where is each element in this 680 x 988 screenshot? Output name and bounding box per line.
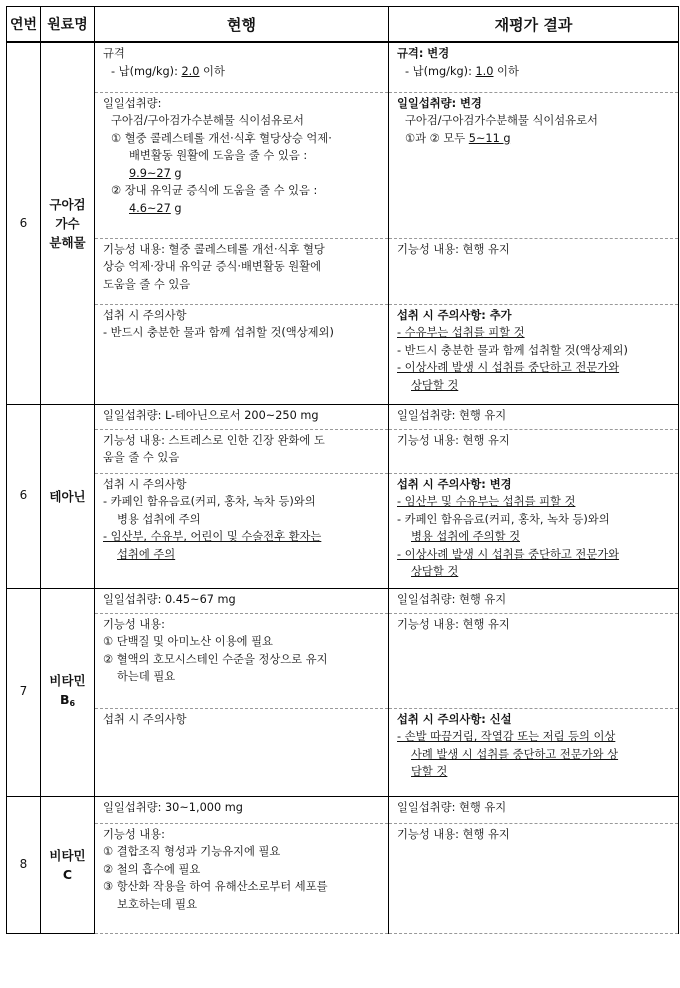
table-row: [7, 404, 679, 429]
ingredient-name: [41, 796, 95, 933]
caution-line: - 임산부, 수유부, 어린이 및 수술전후 환자는: [103, 530, 322, 543]
caution-line: - 수유부는 섭취를 피할 것: [397, 326, 525, 339]
table-header-row: [7, 7, 679, 43]
function-line: 움을 줄 수 있음: [103, 451, 180, 464]
table-row: [7, 588, 679, 613]
current-caution-cell: [95, 304, 389, 404]
spec-value: 1.0: [475, 64, 494, 78]
caution-line: - 카페인 함유음료(커피, 홍차, 녹차 등)와의: [103, 495, 316, 508]
result-intake-cell: [389, 92, 679, 238]
ingredient-name-line: 비타민: [49, 673, 86, 688]
spec-unit: 이하: [199, 64, 225, 78]
caution-text: 병용 섭취에 주의할 것: [411, 530, 520, 543]
header-number: 연번: [7, 7, 41, 43]
caution-title: 섭취 시 주의사항: [103, 477, 187, 491]
intake-line: ① 혈중 콜레스테롤 개선·식후 혈당상승 억제·: [111, 131, 332, 145]
table-row: [7, 823, 679, 933]
caution-line: - 손발 따끔거림, 작열감 또는 저림 등의 이상: [397, 730, 616, 743]
intake-line: 구아검/구아검가수분해물 식이섬유로서: [405, 114, 598, 127]
function-line: ② 혈액의 호모시스테인 수준을 정상으로 유지: [103, 652, 328, 666]
function-line: ① 단백질 및 아미노산 이용에 필요: [103, 635, 273, 648]
intake-line: [103, 200, 383, 218]
result-intake-cell: 일일섭취량: 현행 유지: [389, 588, 679, 613]
intake-title: 일일섭취량: 변경: [397, 96, 482, 110]
result-function-cell: 기능성 내용: 현행 유지: [389, 613, 679, 708]
caution-line: - 카페인 함유음료(커피, 홍차, 녹차 등)와의: [397, 512, 610, 526]
table-row: [7, 238, 679, 304]
caution-line: 섭취에 주의: [117, 547, 176, 561]
header-result: 재평가 결과: [389, 7, 679, 43]
function-line: 하는데 필요: [117, 670, 176, 683]
caution-title: 섭취 시 주의사항: 추가: [397, 308, 512, 322]
intake-text: ①과 ② 모두: [405, 131, 469, 145]
intake-line: [103, 165, 383, 183]
current-intake-cell: 일일섭취량: 30~1,000 mg: [95, 796, 389, 823]
intake-unit: g: [170, 166, 182, 180]
function-line: 상승 억제·장내 유익균 증식·배변활동 원활에: [103, 260, 321, 273]
spec-value: 2.0: [181, 64, 200, 78]
caution-line: 병용 섭취에 주의: [117, 512, 201, 526]
intake-line: 배변활동 원활에 도움을 줄 수 있음 :: [129, 149, 308, 162]
ingredient-name-line: 분해물: [49, 234, 86, 250]
current-function-cell: [95, 238, 389, 304]
result-function-cell: 기능성 내용: 현행 유지: [389, 238, 679, 304]
header-current: 현행: [95, 7, 389, 43]
ingredient-name-line: 구아검: [49, 196, 86, 212]
spec-unit: 이하: [493, 64, 519, 78]
spec-label: - 납(mg/kg):: [405, 64, 476, 78]
function-line: ③ 항산화 작용을 하여 유해산소로부터 세포를: [103, 880, 328, 893]
caution-line: - 임산부 및 수유부는 섭취를 피할 것: [397, 495, 576, 508]
spec-lead-limit: [397, 63, 673, 81]
spec-title: 규격: 변경: [397, 47, 450, 60]
spec-lead-limit: [103, 63, 383, 81]
function-line: 기능성 내용: 혈중 콜레스테롤 개선·식후 혈당: [103, 242, 325, 256]
caution-title: 섭취 시 주의사항: 변경: [397, 477, 512, 491]
ingredient-name-line: C: [62, 866, 73, 882]
function-line: 도움을 줄 수 있음: [103, 277, 191, 291]
caution-title: 섭취 시 주의사항: [103, 308, 187, 322]
intake-line: [397, 130, 673, 148]
current-spec-cell: [95, 42, 389, 92]
table-row: [7, 473, 679, 588]
ingredient-name-base: B: [59, 692, 70, 707]
result-intake-cell: 일일섭취량: 현행 유지: [389, 404, 679, 429]
intake-range: 9.9~27: [129, 166, 171, 180]
table-row: [7, 304, 679, 404]
reevaluation-table: [6, 6, 679, 934]
function-line: 기능성 내용: 스트레스로 인한 긴장 완화에 도: [103, 433, 325, 447]
table-row: [7, 42, 679, 92]
function-line: 기능성 내용:: [103, 827, 165, 841]
caution-title: 섭취 시 주의사항: 신설: [397, 712, 512, 726]
ingredient-name: 테아닌: [41, 404, 95, 588]
ingredient-name-line: [41, 690, 94, 713]
caution-line: - 반드시 충분한 물과 함께 섭취할 것(액상제외): [103, 326, 334, 339]
ingredient-name-line: 비타민: [49, 847, 86, 863]
header-ingredient: 원료명: [41, 7, 95, 43]
intake-line: ② 장내 유익균 증식에 도움을 줄 수 있음 :: [111, 184, 318, 197]
function-line: 기능성 내용:: [103, 617, 165, 631]
table-row: [7, 708, 679, 796]
current-intake-cell: 일일섭취량: L-테아닌으로서 200~250 mg: [95, 404, 389, 429]
row-number: 6: [7, 42, 41, 404]
caution-line: 사례 발생 시 섭취를 중단하고 전문가와 상: [411, 747, 619, 761]
ingredient-name: [41, 42, 95, 404]
current-intake-cell: 일일섭취량: 0.45~67 mg: [95, 588, 389, 613]
function-line: ① 결합조직 형성과 기능유지에 필요: [103, 845, 281, 858]
spec-title: 규격: [103, 47, 125, 60]
result-intake-cell: 일일섭취량: 현행 유지: [389, 796, 679, 823]
current-caution-cell: 섭취 시 주의사항: [95, 708, 389, 796]
caution-line: 상담할 것: [411, 378, 459, 392]
result-caution-cell: [389, 304, 679, 404]
intake-unit: g: [170, 201, 182, 215]
intake-line: 구아검/구아검가수분해물 식이섬유로서: [111, 114, 304, 127]
row-number: 8: [7, 796, 41, 933]
row-number: 7: [7, 588, 41, 796]
result-caution-cell: [389, 708, 679, 796]
caution-line: [397, 528, 673, 546]
result-function-cell: 기능성 내용: 현행 유지: [389, 823, 679, 933]
current-caution-cell: [95, 473, 389, 588]
current-intake-cell: [95, 92, 389, 238]
table-row: [7, 429, 679, 473]
result-function-cell: 기능성 내용: 현행 유지: [389, 429, 679, 473]
table-row: [7, 796, 679, 823]
ingredient-name-subscript: 6: [69, 699, 76, 708]
caution-line: 상담할 것: [411, 565, 459, 578]
caution-line: 담할 것: [411, 765, 448, 778]
table-row: [7, 92, 679, 238]
function-line: 보호하는데 필요: [117, 897, 197, 911]
current-function-cell: [95, 823, 389, 933]
caution-line: - 이상사례 발생 시 섭취를 중단하고 전문가와: [397, 547, 620, 561]
function-line: ② 철의 흡수에 필요: [103, 862, 201, 876]
ingredient-name-line: 가수: [55, 215, 80, 231]
result-caution-cell: [389, 473, 679, 588]
current-function-cell: [95, 613, 389, 708]
current-function-cell: [95, 429, 389, 473]
result-spec-cell: [389, 42, 679, 92]
caution-line: - 반드시 충분한 물과 함께 섭취할 것(액상제외): [397, 343, 628, 357]
caution-line: - 이상사례 발생 시 섭취를 중단하고 전문가와: [397, 361, 620, 374]
table-row: [7, 613, 679, 708]
ingredient-name: [41, 588, 95, 796]
intake-title: 일일섭취량:: [103, 96, 162, 110]
spec-label: - 납(mg/kg):: [111, 64, 182, 78]
row-number: 6: [7, 404, 41, 588]
intake-range: 4.6~27: [129, 201, 171, 215]
intake-range: 5~11 g: [468, 131, 511, 145]
